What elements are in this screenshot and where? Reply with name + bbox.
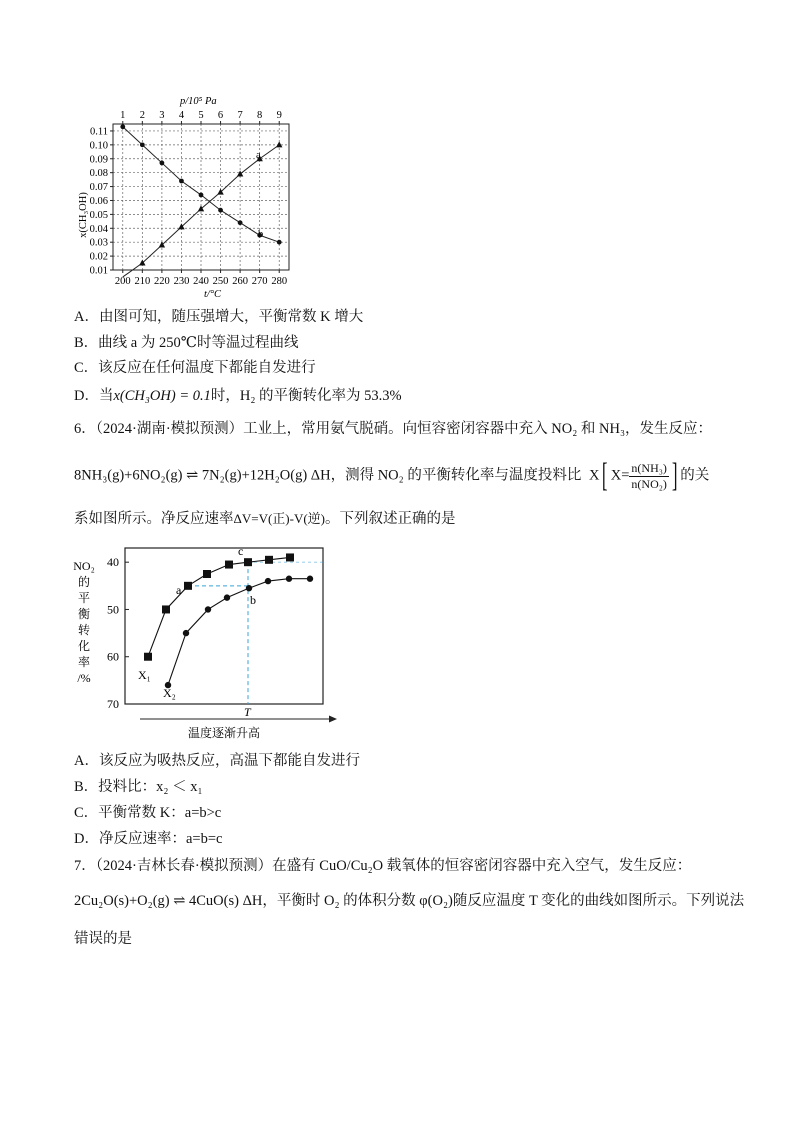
chart2-x-axis-label: 温度逐渐升高 [188,726,261,740]
q6-rate-expression: ΔV=V(正)-V(逆) [233,511,326,526]
q6-option-c: C．平衡常数 K：a=b>c [74,805,222,821]
chart2-y-label-char: /% [77,671,91,685]
q6-line1-tail: 的关 [680,467,710,484]
chart2-point-x1 [265,556,273,564]
q7-intro: 7．（2024·吉林长春·模拟预测）在盛有 CuO/Cu₂O 载氧体的恒容密闭容器中充入空气，发生反应： [74,858,692,874]
right-bracket: ] [671,457,678,494]
q6-option-a: A．该反应为吸热反应，高温下都能自发进行 [74,753,360,769]
chart1-y-tick-label: 0.10 [89,140,108,152]
chart1-top-tick-label: 1 [120,110,126,121]
chart2-series-line-x2 [168,579,310,685]
chart2-point-x2 [286,576,292,582]
chart1-x-tick-label: 230 [173,276,190,287]
chart1-x-tick-label: 210 [134,276,151,287]
chart1-point-b [218,208,223,213]
chart2-point-label-c: c [238,544,244,558]
q6-equation-tail: ，测得 NO₂ 的平衡转化率与温度投料比 [330,467,582,484]
q5-option-d [74,386,402,406]
chart1-point-b [199,193,204,198]
chart1-y-tick-label: 0.05 [89,209,108,221]
chart2-point-label-t: T [244,705,251,719]
chart2-point-x2 [183,630,189,636]
chart1-point-b [140,142,145,147]
chart1-point-b [159,161,164,166]
chart2-guide-lines [188,562,323,704]
chart1-curve-label-a: a [256,150,261,161]
q6-line2-suffix: 。下列叙述正确的是 [325,511,456,527]
left-bracket: [ [602,457,608,494]
chart1-top-tick-label: 6 [217,110,224,121]
chart1-y-tick-label: 0.11 [90,126,108,138]
chart1-x-tick-label: 270 [251,276,268,287]
q6-option-b: B．投料比：x₂ ＜ x₁ [74,779,203,795]
q6-line2-prefix: 系如图所示。净反应速率 [74,511,234,527]
q7-line3: 错误的是 [74,931,132,947]
chart2-y-label-char: 平 [77,591,91,605]
q5-option-c: C．该反应在任何温度下都能自发进行 [74,360,316,376]
chart2-frame [125,548,323,704]
chart1-point-b [179,179,184,184]
chart2-point-x2 [307,576,313,582]
chart2-arrow-head [329,716,337,723]
q5-option-d-suffix: 时，H₂ 的平衡转化率为 53.3% [210,388,402,404]
chart1-top-tick-label: 7 [237,110,243,121]
chart1-point-b [120,124,125,129]
chart2-point-x2 [205,606,211,612]
chart2-axes [107,548,337,723]
chart1-top-tick-label: 4 [178,110,185,121]
chart2-y-label-char: 衡 [77,607,91,621]
chart2-point-x2 [265,578,271,584]
chart2-series-label-x1: X₁ [138,668,151,682]
chart2-y-label-char: NO₂ [73,559,95,573]
q5-option-d-prefix: D．当 [74,388,114,404]
chart1-x-tick-label: 240 [193,276,209,287]
q6-equation-line [74,459,709,493]
q5-option-d-expression: x(CH₃OH) = 0.1 [113,388,211,404]
q6-ratio-denominator: n(NO₂) [631,476,667,491]
chart2-y-tick-label: 50 [107,602,119,617]
q6-line2 [74,509,456,529]
q5-option-b: B．曲线 a 为 250℃时等温过程曲线 [74,335,299,351]
chart1-y-tick-label: 0.03 [89,237,108,249]
chart2-y-label-char: 的 [77,575,91,589]
chart2-point-x2 [246,585,252,591]
chart2-point-x1 [244,558,252,566]
q6-ratio [589,459,680,493]
chart1-y-tick-label: 0.01 [89,265,108,277]
chart2-series [144,553,313,688]
chart1-top-tick-label: 8 [257,110,263,121]
chart-no2-conversion [70,540,340,740]
chart1-y-tick-label: 0.04 [89,223,108,235]
chart1-y-tick-label: 0.06 [89,195,108,207]
chart2-y-label-char: 率 [77,655,91,669]
chart2-point-x1 [162,605,170,613]
chart1-axes [90,110,289,287]
q6-ratio-fraction [629,461,669,492]
chart1-y-tick-label: 0.09 [89,154,108,166]
chart2-series-label-x2: X₂ [163,686,176,700]
chart1-top-tick-label: 5 [198,110,204,121]
chart1-x-tick-label: 260 [232,276,248,287]
chart1-y-tick-label: 0.08 [89,168,108,180]
chart2-y-label-char: 转 [77,623,91,637]
chart1-x-axis-label: t/°C [204,289,222,300]
chart2-y-tick-label: 60 [107,649,119,664]
chart1-x-tick-label: 250 [212,276,229,287]
chart2-point-label-b: b [250,593,256,607]
chart2-y-tick-label: 40 [107,555,119,570]
chart2-point-x2 [224,594,230,600]
chart1-y-tick-label: 0.02 [89,251,108,263]
chart2-point-label-a: a [176,583,182,597]
chart1-x-tick-label: 280 [271,276,288,287]
chart1-point-a [198,205,204,211]
q6-option-d: D．净反应速率：a=b=c [74,831,223,847]
chart2-y-label-char: 化 [77,639,91,653]
chart2-point-x1 [184,582,192,590]
chart1-point-b [277,240,282,245]
chart1-x-tick-label: 220 [154,276,170,287]
chart2-y-axis-label [73,559,95,685]
q6-intro: 6．（2024·湖南·模拟预测）工业上，常用氨气脱硝。向恒容密闭容器中充入 NO₂ 和 NH₃，发生反应： [74,421,713,437]
q6-ratio-numerator: n(NH₃) [631,460,667,475]
chart2-point-x1 [144,653,152,661]
chart-methanol-fraction [70,88,310,303]
chart1-point-a [237,171,243,177]
chart2-point-x1 [286,553,294,561]
chart1-point-a [276,141,282,147]
q6-equation: 8NH₃(g)+6NO₂(g) ⇌ 7N₂(g)+12H₂O(g) ΔH [74,467,331,484]
q6-ratio-prefix: X [588,467,600,484]
q7-line2: 2Cu₂O(s)+O₂(g) ⇌ 4CuO(s) ΔH，平衡时 O₂ 的体积分数 φ(O₂)随反应温度 T 变化的曲线如图所示。下列说法 [74,893,745,909]
chart2-point-x1 [203,570,211,578]
chart1-top-axis-label: p/10⁵ Pa [180,96,217,107]
chart1-top-tick-label: 2 [139,110,145,121]
chart1-y-tick-label: 0.07 [89,182,108,194]
chart1-x-tick-label: 200 [114,276,131,287]
q5-option-a: A．由图可知，随压强增大，平衡常数 K 增大 [74,309,364,325]
q6-ratio-x: X= [610,467,630,484]
chart2-point-x1 [225,561,233,569]
chart2-y-tick-label: 70 [107,697,119,711]
chart1-top-tick-label: 3 [159,110,165,121]
chart1-curve-label-b: b [258,229,264,240]
chart1-point-b [238,220,243,225]
chart1-y-axis-label: x(CH₃OH) [78,192,89,238]
chart1-top-tick-label: 9 [276,110,282,121]
